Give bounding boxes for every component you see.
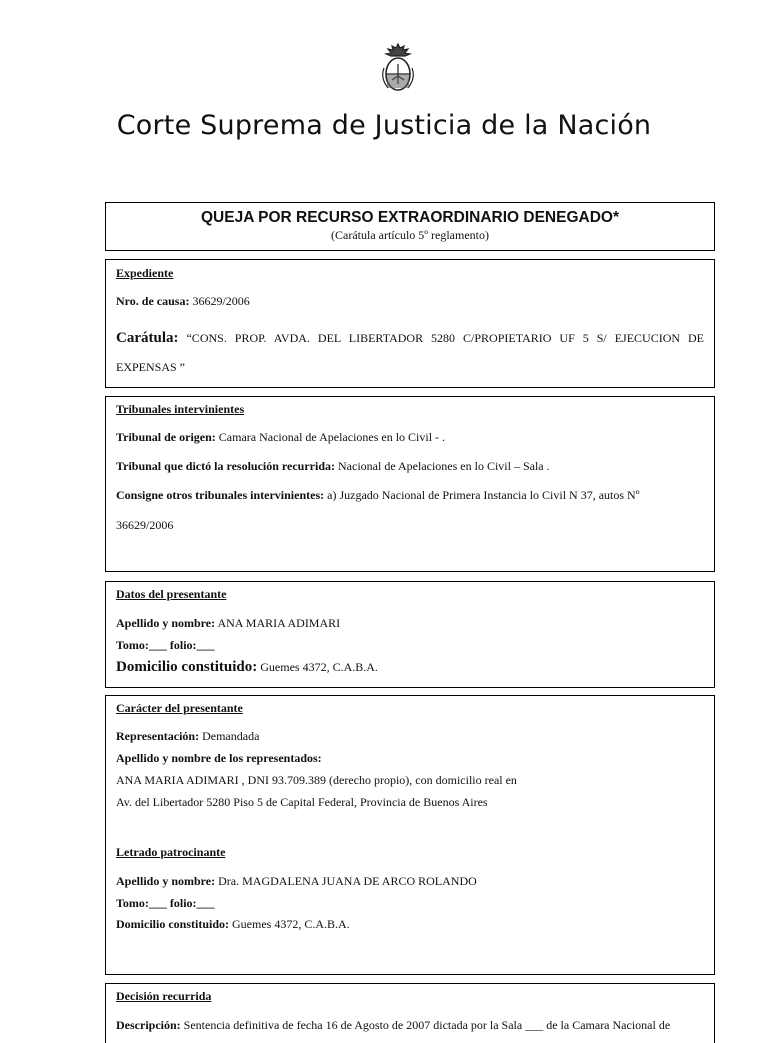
presentante-domicilio-row <box>116 659 704 676</box>
letrado-domicilio-row <box>116 917 704 932</box>
tribunal-resolucion-row <box>116 459 704 474</box>
title-box <box>105 202 715 251</box>
representados-line-2: Av. del Libertador 5280 Piso 5 de Capital Federal, Provincia de Buenos Aires <box>116 795 488 809</box>
representacion-row <box>116 729 704 744</box>
presentante-domicilio-label: Domicilio constituido: <box>116 659 258 675</box>
tribunal-origen-label: Tribunal de origen: <box>116 430 216 444</box>
document-subheading: (Carátula artículo 5º reglamento) <box>331 228 489 242</box>
section-title-letrado: Letrado patrocinante <box>116 845 226 859</box>
presentante-nombre-value: ANA MARIA ADIMARI <box>217 616 341 630</box>
representados-label: Apellido y nombre de los representados: <box>116 751 322 765</box>
section-title-presentante: Datos del presentante <box>116 587 227 601</box>
nro-causa-value: 36629/2006 <box>192 294 250 308</box>
presentante-nombre-row <box>116 616 704 631</box>
letrado-tomo-folio: Tomo:___ folio:___ <box>116 896 215 910</box>
presentante-tomo-folio: Tomo:___ folio:___ <box>116 638 215 652</box>
otros-tribunales-label: Consigne otros tribunales intervinientes: <box>116 488 325 502</box>
nro-causa-row <box>116 294 704 309</box>
expediente-section <box>105 259 715 388</box>
letrado-nombre-value: Dra. MAGDALENA JUANA DE ARCO ROLANDO <box>218 874 477 888</box>
document-heading: QUEJA POR RECURSO EXTRAORDINARIO DENEGADO* <box>201 209 619 226</box>
decision-descripcion-value: Sentencia definitiva de fecha 16 de Agosto de 2007 dictada por la Sala ___ de la Camara Nacional de <box>183 1018 671 1032</box>
coat-of-arms-emblem <box>378 42 418 98</box>
nro-causa-label: Nro. de causa: <box>116 294 190 308</box>
section-title-decision: Decisión recurrida <box>116 989 212 1003</box>
tribunales-section <box>105 396 715 572</box>
otros-tribunales-row <box>116 488 704 503</box>
decision-descripcion-row <box>116 1018 704 1033</box>
letrado-domicilio-label: Domicilio constituido: <box>116 917 229 931</box>
tribunal-resolucion-label: Tribunal que dictó la resolución recurrida: <box>116 459 336 473</box>
tribunal-origen-value: Camara Nacional de Apelaciones en lo Civil - . <box>218 430 446 444</box>
representacion-label: Representación: <box>116 729 200 743</box>
letrado-nombre-row <box>116 874 704 889</box>
representados-line-1: ANA MARIA ADIMARI , DNI 93.709.389 (derecho propio), con domicilio real en <box>116 773 517 787</box>
presentante-domicilio-value: Guemes 4372, C.A.B.A. <box>260 660 378 674</box>
decision-descripcion-label: Descripción: <box>116 1018 181 1032</box>
otros-tribunales-value-cont: 36629/2006 <box>116 518 174 532</box>
representacion-value: Demandada <box>202 729 260 743</box>
letrado-nombre-label: Apellido y nombre: <box>116 874 216 888</box>
tribunal-resolucion-value: Nacional de Apelaciones en lo Civil – Sala . <box>338 459 550 473</box>
section-title-expediente: Expediente <box>116 266 174 280</box>
section-title-caracter: Carácter del presentante <box>116 701 243 715</box>
caracter-section <box>105 695 715 975</box>
decision-section <box>105 983 715 1043</box>
caratula-value-cont: EXPENSAS ” <box>116 360 186 374</box>
presentante-section <box>105 581 715 688</box>
caratula-value: “CONS. PROP. AVDA. DEL LIBERTADOR 5280 C/PROPIETARIO UF 5 S/ EJECUCION DE <box>186 331 705 345</box>
tribunal-origen-row <box>116 430 704 445</box>
otros-tribunales-value: a) Juzgado Nacional de Primera Instancia lo Civil N 37, autos Nº <box>327 488 640 502</box>
caratula-row <box>116 330 704 347</box>
letrado-domicilio-value: Guemes 4372, C.A.B.A. <box>232 917 350 931</box>
caratula-label: Carátula: <box>116 330 179 346</box>
section-title-tribunales: Tribunales intervinientes <box>116 402 245 416</box>
court-title: Corte Suprema de Justicia de la Nación <box>116 110 652 141</box>
presentante-nombre-label: Apellido y nombre: <box>116 616 216 630</box>
